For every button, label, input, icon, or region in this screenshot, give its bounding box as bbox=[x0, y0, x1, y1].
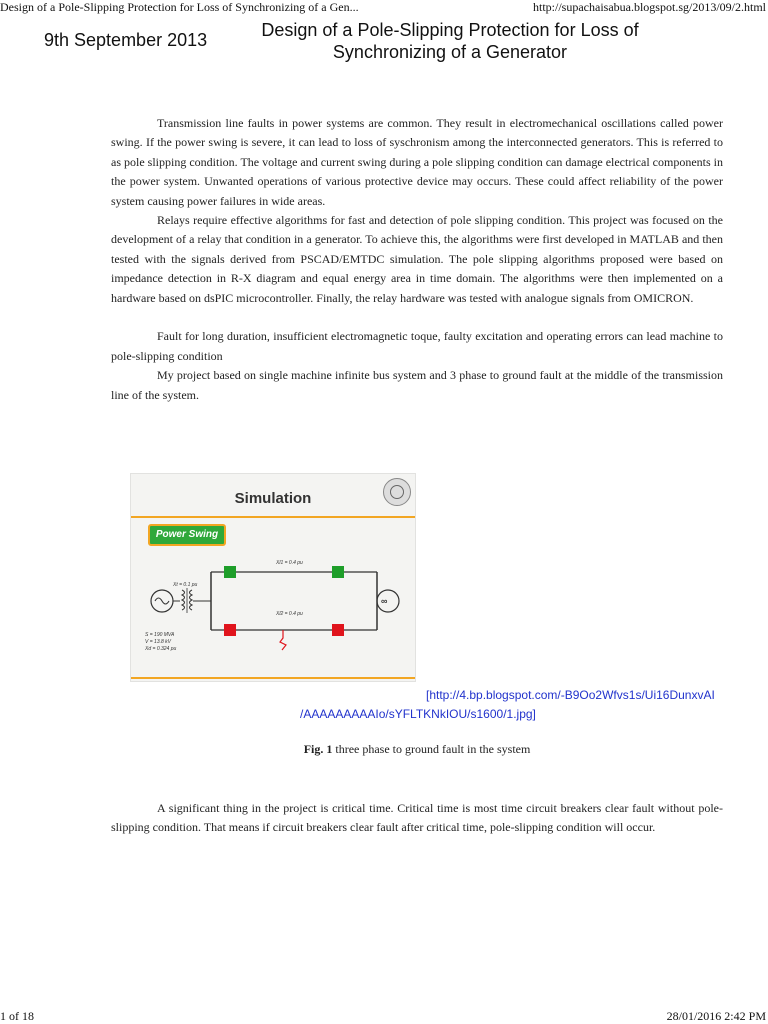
circuit-diagram bbox=[131, 474, 415, 681]
post-body-continued bbox=[111, 799, 723, 838]
caption-text: three phase to ground fault in the system bbox=[332, 742, 531, 756]
paragraph-spacer bbox=[111, 308, 723, 327]
paragraph: Relays require effective algorithms for fast and detection of pole slipping condition. This project was focused on the development of a relay that condition in a generator. To achieve this, the algorithms were first developed in MATLAB and then tested with the signals derived from PSCAD/EMTDC simulation. The pole slipping algorithms proposed were based on impedance detection in R-X diagram and equal energy area in time domain. The algorithms were then implemented on a hardware based on dsPIC microcontroller. Finally, the relay hardware was tested with analogue signals from OMICRON. bbox=[111, 213, 723, 305]
breaker-closed bbox=[332, 566, 344, 578]
paragraph: A significant thing in the project is critical time. Critical time is most time circuit breakers clear fault without pole-slipping condition. That means if circuit breakers clear fault after critical time, pole-slipping condition will occur. bbox=[111, 801, 723, 835]
breaker-closed bbox=[224, 566, 236, 578]
breaker-fault bbox=[332, 624, 344, 636]
image-source-link[interactable] bbox=[300, 686, 728, 724]
fault-icon bbox=[280, 630, 286, 650]
simulation-figure-image[interactable] bbox=[131, 474, 415, 681]
post-title[interactable]: Design of a Pole-Slipping Protection for Loss of Synchronizing of a Generator bbox=[261, 20, 639, 62]
print-header-url: http://supachaisabua.blogspot.sg/2013/09/2.html bbox=[533, 0, 766, 14]
label-xl2: Xl2 = 0.4 pu bbox=[276, 611, 303, 617]
label-xt: Xt = 0.1 pu bbox=[173, 582, 198, 588]
post-date: 9th September 2013 bbox=[44, 30, 208, 50]
breaker-fault bbox=[224, 624, 236, 636]
label-s: S = 190 MVA bbox=[145, 632, 175, 638]
figure-caption bbox=[111, 742, 723, 757]
label-xl1: Xl1 = 0.4 pu bbox=[276, 560, 303, 566]
image-link-line[interactable]: /AAAAAAAAAIo/sYFLTKNkIOU/s1600/1.jpg] bbox=[300, 707, 536, 721]
svg-text:∞: ∞ bbox=[381, 596, 388, 606]
print-header-title: Design of a Pole-Slipping Protection for Loss of Synchronizing of a Gen... bbox=[0, 0, 359, 14]
caption-label: Fig. 1 bbox=[303, 742, 333, 756]
paragraph: Fault for long duration, insufficient electromagnetic toque, faulty excitation and operating errors can lead machine to pole-slipping condition bbox=[111, 329, 723, 363]
figure-footer-rule bbox=[131, 677, 415, 679]
page-counter: 1 of 18 bbox=[0, 1009, 34, 1023]
power-swing-badge: Power Swing bbox=[148, 524, 226, 546]
figure-heading: Simulation bbox=[234, 490, 312, 507]
print-timestamp: 28/01/2016 2:42 PM bbox=[666, 1009, 766, 1023]
paragraph: My project based on single machine infinite bus system and 3 phase to ground fault at the middle of the transmission line of the system. bbox=[111, 368, 723, 402]
post-body bbox=[111, 114, 723, 405]
image-link-line[interactable]: [http://4.bp.blogspot.com/-B9Oo2Wfvs1s/Ui16DunxvAI bbox=[426, 688, 715, 702]
paragraph: Transmission line faults in power systems are common. They result in electromechanical oscillations called power swing. If the power swing is severe, it can lead to loss of syschronism among the interconnected generators. This is referred to as pole slipping condition. The voltage and current swing during a pole slipping condition can damage electrical components in the power system. Unwanted operations of various protective device may occurs. These could affect reliability of the power system causing power failures in wide areas. bbox=[111, 116, 723, 208]
label-v: V = 13.8 kV bbox=[145, 639, 171, 645]
transformer-icon bbox=[182, 588, 192, 613]
label-xd: Xd = 0.324 pu bbox=[145, 646, 177, 652]
